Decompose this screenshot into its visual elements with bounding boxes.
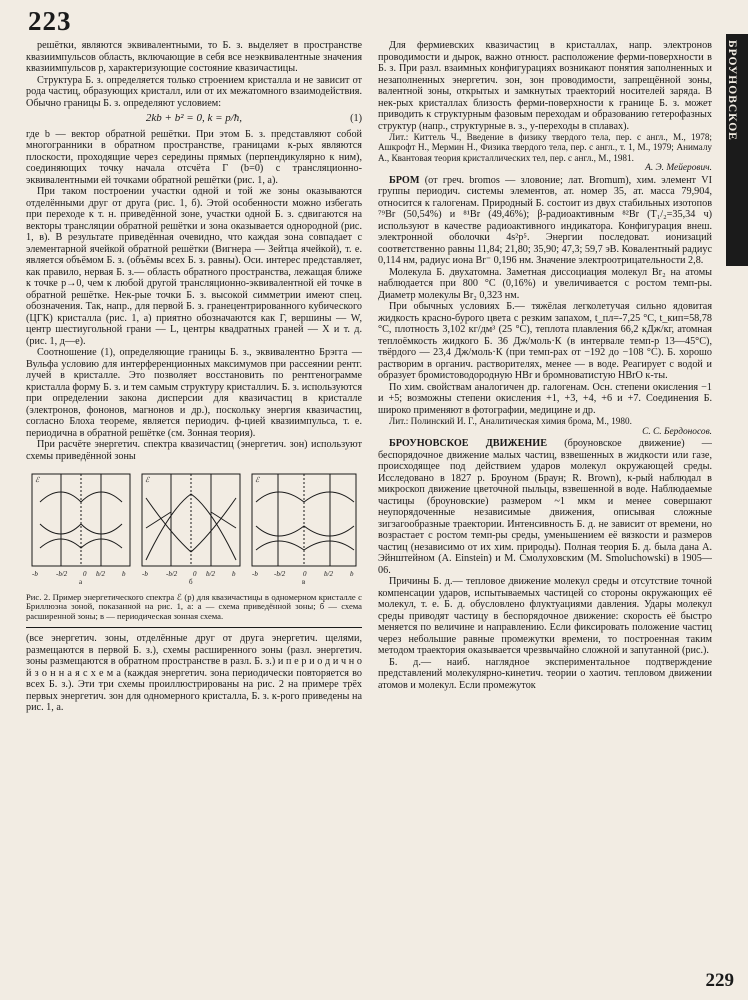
entry-text: (от греч. bromos — зловоние; лат. Bromum), хим. элемент VI группы периодич. системы элементов, ат. номер 35, ат. масса 79,904, относится к галогенам. Природный Б. состоит из двух стабильных изотопов ⁷⁹Br (50,54%) и ⁸¹Br (49,46%); β-радиоактивным ⁸²Br (T₁/₂=35,34 ч) используют в качестве радиоактивного индикатора. Конфигурация внеш. электронной оболочки 4s²p⁵. Энергии последоват. ионизаций соответственно равны 11,84; 21,80; 35,90; 47,3; 59,7 эВ. Ковалентный радиус 0,114 нм, радиус иона Br⁻ 0,196 нм. Значение электроотрицательности 2,8. — [378, 174, 712, 267]
entry-brom — [378, 175, 712, 267]
svg-text:b: b — [232, 570, 236, 578]
side-tab — [726, 34, 748, 266]
figure-2-caption: Рис. 2. Пример энергетического спектра ℰ (p) для квазичастицы в одномерном кристалле с Бриллюэна зоной, показанной на рис. 1, а: а — схема приведённой зоны; б — схема расширенной зоны; в — периодическая зонная схема. — [26, 591, 362, 621]
svg-text:-b/2: -b/2 — [274, 570, 286, 578]
author-signature: С. С. Бердоносов. — [642, 426, 712, 437]
svg-text:-b: -b — [32, 570, 38, 578]
page-number-bottom: 229 — [705, 970, 734, 991]
paragraph: где b — вектор обратной решётки. При этом Б. з. представляют собой многогранники в обратном пространстве, границами к-рых являются плоскости, проходящие через середины прямых (перпендикулярно к ним), соединяющих точку начала отсчёта Г (b=0) с трансляционно-эквивалентными ей точками обратной решётки (рис. 1, а). — [26, 128, 362, 186]
entry-brownian-motion — [378, 438, 712, 576]
paragraph: решётки, являются эквивалентными, то Б. з. выделяет в пространстве квазиимпульсов область, включающие в себя все неэквивалентные значения квазиимпульсов p, характеризующие состояние квазичастицы. — [26, 40, 362, 74]
literature-reference: Лит.: Киттель Ч., Введение в физику твердого тела, пер. с англ., М., 1978; Ашкрофт Н., Мермин Н., Физика твердого тела, пер. с англ., т. 1, М., 1979; Анималу А., Квантовая теория кристаллических тел, пер. с англ., М., 1981. — [378, 132, 712, 163]
svg-text:ℰ: ℰ — [255, 476, 260, 484]
svg-text:0: 0 — [83, 570, 87, 578]
svg-text:ℰ: ℰ — [35, 476, 40, 484]
paragraph: Молекула Б. двухатомна. Заметная диссоциация молекул Br₂ на атомы наблюдается при 800 °С (0,16%) и увеличивается с ростом темп-ры. Диаметр молекулы Br₂ 0,323 нм. — [378, 266, 712, 301]
side-tab-label: БРОУНОВСКОЕ — [726, 40, 738, 141]
svg-text:b: b — [350, 570, 354, 578]
svg-text:-b: -b — [252, 570, 258, 578]
paragraph: Б. д.— наиб. наглядное экспериментальное подтверждение представлений молекулярно-кинетич. теории о хаотич. тепловом движении атомов и молекул. Если промежуток — [378, 656, 712, 691]
paragraph: (все энергетич. зоны, отделённые друг от друга энергетич. щелями, размещаются в первой Б. з.), схемы расширенного зоны (разл. энергетич. зоны размещаются в обратном пространстве в разл. Б. з.) и п е р и о д и ч н о й з о н н а я с х е м а (каждая энергетич. зона периодически повторяется во всех Б. з.). Эти три схемы проиллюстрированы на рис. 2 на примере трёх первых энергетич. зон для одномерного кристалла, Б. з. к-рого приведены на рис. 1, а. — [26, 633, 362, 714]
figure-2 — [26, 468, 362, 621]
left-column — [26, 40, 362, 714]
svg-text:0: 0 — [193, 570, 197, 578]
author-signature: А. Э. Мейерович. — [645, 163, 712, 174]
formula-body: 2kb + b² = 0, k = p/ħ, — [145, 112, 243, 124]
svg-text:b/2: b/2 — [206, 570, 215, 578]
paragraph: Причины Б. д.— тепловое движение молекул среды и отсутствие точной компенсации ударов, испытываемых частицей со стороны окружающих её молекул, т. е. Б. д. обусловлено флуктуациями давления. Удары молекул среды приводят частицу в беспорядочное движение: скорость её быстро меняется по величине и направлению. Если фиксировать положение частиц через небольшие равные промежутки времени, то построенная таким методом траектория оказывается чрезвычайно сложной и запутанной (рис.). — [378, 576, 712, 657]
formula-1 — [26, 113, 362, 125]
svg-text:b: b — [122, 570, 126, 578]
formula-number: (1) — [350, 113, 362, 124]
two-column-layout — [26, 40, 712, 714]
svg-text:в: в — [302, 578, 306, 586]
svg-text:б: б — [189, 578, 193, 586]
paragraph: По хим. свойствам аналогичен др. галогенам. Осн. степени окисления −1 и +5; возможны степени окисления +1, +3, +4, +6 и +7. Соединения Б. широко применяют в фотографии, медицине и др. — [378, 381, 712, 416]
svg-text:-b/2: -b/2 — [56, 570, 68, 578]
svg-text:-b/2: -b/2 — [166, 570, 178, 578]
svg-text:0: 0 — [303, 570, 307, 578]
svg-text:-b: -b — [142, 570, 148, 578]
entry-title: БРОУНОВСКОЕ ДВИЖЕНИЕ — [389, 438, 548, 450]
entry-text: (броуновское движение) — беспорядочное движение малых частиц, взвешенных в жидкости или газе, происходящее под действием ударов молекул окружающей среды. Исследовано в 1827 р. Броуном (Браун; R. Brown), к-рый наблюдал в микроскоп движение цветочной пыльцы, взвешенной в воде. Наблюдаемые частицы (броуновские) размером ~1 мкм и менее совершают неупорядоченные независимые движения, описывая сложные зигзагообразные траектории. Интенсивность Б. д. не зависит от времени, но возрастает с ростом темп-ры среды, уменьшением её вязкости и размеров частиц (независимо от их хим. природы). Полная теория Б. д. была дана А. Эйнштейном (A. Einstein) и М. Смолуховским (M. Smoluchowski) в 1905—06. — [378, 438, 712, 576]
right-column — [378, 40, 712, 714]
entry-title: БРОМ — [389, 174, 420, 186]
svg-text:b/2: b/2 — [96, 570, 105, 578]
paragraph: Для фермиевских квазичастиц в кристаллах, напр. электронов проводимости и дырок, важно отнюст. расположение ферми-поверхности в Б. з. При разл. взаимных конфигурациях возникают понятия заполненных и незаполненных энергетич. зон, зон проводимости, запрещённой зоны, валентной зоны, открытых и замкнутых траекторий носителей заряда. В нек-рых кристаллах близость ферми-поверхности к границе Б. з. может приводить к структурным фазовым переходам и образованию гетерофазных структур (напр., структурные в. з., у-переходы в сплавах). — [378, 40, 712, 132]
literature-reference: Лит.: Полинский И. Г., Аналитическая химия брома, М., 1980. — [389, 416, 632, 427]
paragraph: При таком построении участки одной и той же зоны оказываются отделёнными друг от друга (рис. 1, б). Этой особенности можно избегать при переходе к т. н. приведённой зоне, участки одной Б. з. сдвигаются на векторы трансляции обратной решётки и зона оказывается однородной (рис. 1, в). В результате приведённая очевидно, что каждая зона совпадает с элементарной ячейкой обратной решётки (Вигнера — Зейтца ячейкой), т. е. является объёмом Б. з. (объёмы всех Б. з. равны). Оси. интерес представляет, как правило, нервая Б. з.— область обратного пространства, лежащая ближе к точке p→0, чем к любой другой трансляционно-эквивалентной ей точке в обратной решётке. Нек-рые точки Б. з. высокой симметрии имеют спец. обозначения. Так, напр., для первой Б. з. гранецентрированного кубического (ЦГК) кристалла (рис. 1, а) приятно обозначаются как Г, вершины — W, центр шестиугольной грани — L, центры квадратных граней — X и т. д. (рис. 1, д—е). — [26, 186, 362, 347]
paragraph: Соотношение (1), определяющие границы Б. з., эквивалентно Брэгга — Вульфа условию для интерференционных максимумов при рассеянии рентг. лучей в кристалле. Это позволяет восстановить по рентгенограмме кристалла форму Б. з. и тем самым структуру кристаллич. Б. з. используются при определении закона дисперсии для квазичастиц в кристалле (электронов, фононов, магнонов и др.), поскольку энергия квазичастиц, согласно Блоха теореме, является периодич. ф-цией квазиимпульса, т. е. периодична в обратной решётке (см. Зонная теория). — [26, 347, 363, 439]
page-number-top: 223 — [28, 6, 72, 36]
paragraph: При расчёте энергетич. спектра квазичастиц (энергетич. зон) используют схемы приведённой зоны — [26, 439, 362, 462]
svg-text:ℰ: ℰ — [145, 476, 150, 484]
paragraph: При обычных условиях Б.— тяжёлая легколетучая сильно ядовитая жидкость красно-бурого цвета с резким запахом, t_пл=-7,25 °С, t_кип=58,78 °С, плотность 3,102 кг/дм³ (25 °С), теплота плавления 66,2 кДж/кг, атомная теплоёмкость жидкого Б. 36 Дж/моль·К (в интервале темп-р 13—45°С), твёрдого — 23,4 Дж/моль·К (при темп-рах от −192 до −108 °С). Б. хорошо растворим в органич. растворителях, менее — в воде. Реагирует с водой и образует бромистоводородную HBr и бромноватистую HBrO к-ты. — [378, 301, 712, 382]
paragraph: Структура Б. з. определяется только строением кристалла и не зависит от рода частиц, образующих кристалл, или от их межатомного взаимодействия. Обычно границы Б. з. определяют условием: — [26, 74, 362, 109]
figure-2-graphic — [26, 468, 362, 586]
divider — [26, 627, 362, 628]
svg-text:b/2: b/2 — [324, 570, 333, 578]
svg-text:а: а — [79, 578, 83, 586]
